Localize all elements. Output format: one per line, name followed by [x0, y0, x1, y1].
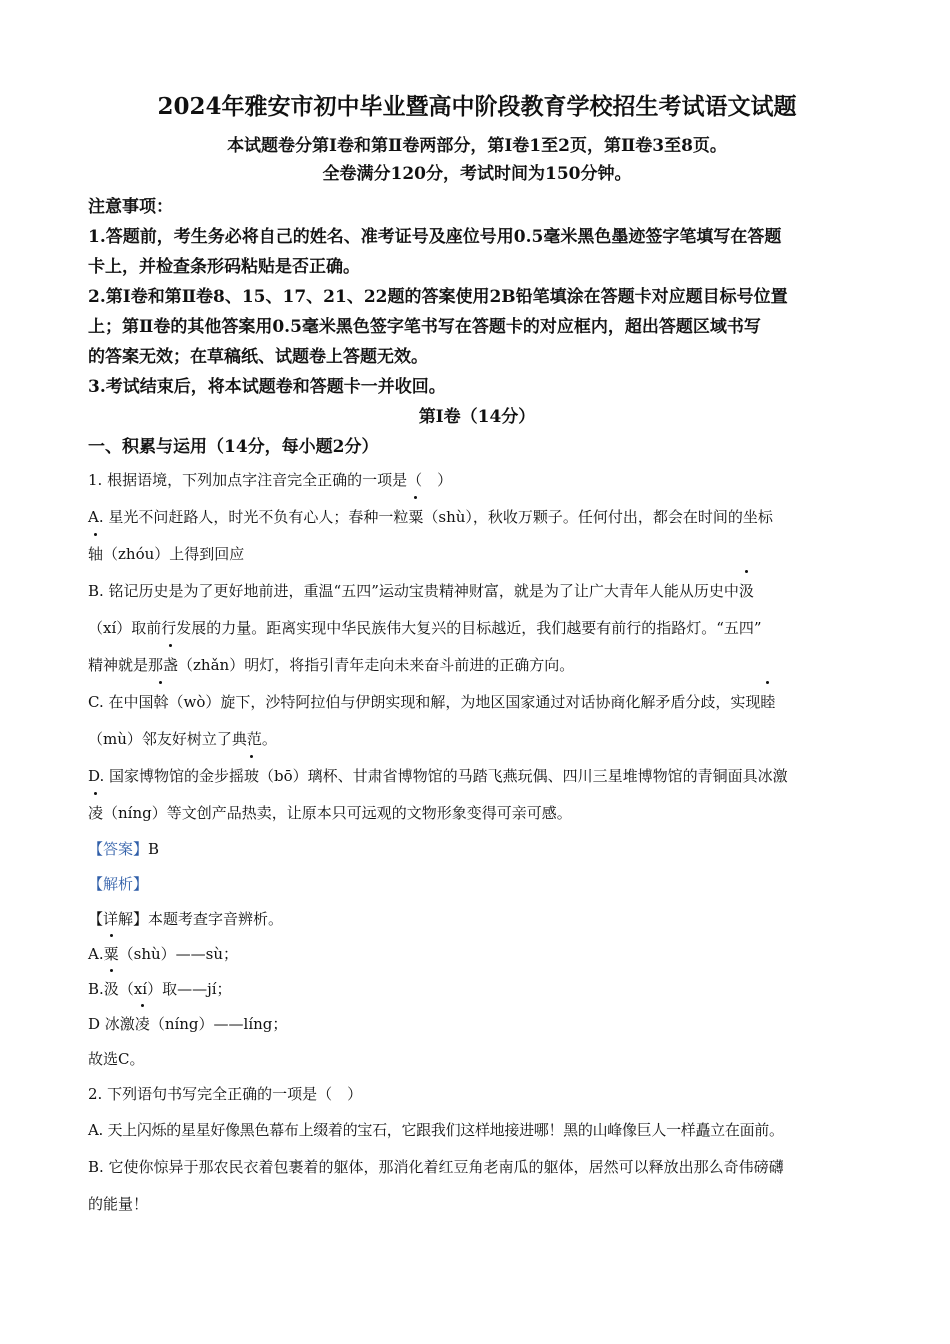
- answer-value: B: [148, 840, 160, 858]
- option-d-text: （níng）等文创产品热卖，让原本只可远观的文物形象变得可亲可感。: [103, 804, 572, 822]
- q2-option-a: A. 天上闪烁的星星好像黑色幕布上缀着的宝石，它跟我们这样地接进哪！黑的山峰像巨人一样矗立在面前。: [88, 1121, 784, 1139]
- option-d-line-1: [88, 758, 866, 795]
- dotted-char: 凌: [135, 1007, 150, 1042]
- dotted-char: 轴: [88, 536, 103, 573]
- dotted-char: 汲: [104, 972, 119, 1007]
- detail-line: 【详解】本题考查字音辨析。: [88, 910, 284, 928]
- dotted-char: 睦: [760, 684, 775, 721]
- notice-line: 3.考试结束后，将本试题卷和答题卡一并收回。: [88, 377, 446, 397]
- question-2: [88, 1077, 866, 1223]
- notice-block: [88, 192, 866, 402]
- conclusion-line: 故选C。: [88, 1050, 145, 1068]
- explain-text: （shù）——sù；: [118, 945, 239, 963]
- dotted-char: 粟: [104, 937, 119, 972]
- explain-a: [88, 937, 866, 972]
- question-1-stem: 1. 根据语境，下列加点字注音完全正确的一项是（ ）: [88, 471, 453, 489]
- q2-option-b-line-1: B. 它使你惊异于那农民衣着包裹着的躯体，那消化着红豆角老南瓜的躯体，居然可以释放出那么奇伟磅礴: [88, 1158, 784, 1176]
- part-one-title: 第Ⅰ卷（14分）: [418, 407, 536, 427]
- option-c-line-2: （mù）邻友好树立了典范。: [88, 730, 277, 748]
- option-a-line-1: [88, 499, 866, 536]
- option-a-text: A. 星光不问赶路人，时光不负有心人；春种一粒: [88, 508, 409, 526]
- exam-subtitle-pages: 本试题卷分第Ⅰ卷和第Ⅱ卷两部分，第Ⅰ卷1至2页，第Ⅱ卷3至8页。: [227, 136, 727, 156]
- dotted-char: 斡: [153, 684, 168, 721]
- notice-line: 2.第Ⅰ卷和第Ⅱ卷8、15、17、21、22题的答案使用2B铅笔填涂在答题卡对应题目标号位置: [88, 287, 788, 307]
- explain-text: A.: [88, 945, 104, 963]
- question-2-stem: 2. 下列语句书写完全正确的一项是（ ）: [88, 1085, 363, 1103]
- answer-tag: 【答案】: [88, 840, 149, 858]
- dotted-char: 玻: [244, 758, 259, 795]
- notice-heading: 注意事项：: [88, 197, 173, 217]
- exam-title: 2024年雅安市初中毕业暨高中阶段教育学校招生考试语文试题: [157, 93, 797, 120]
- option-c-line-1: [88, 684, 866, 721]
- analysis-tag: 【解析】: [88, 875, 149, 893]
- option-b-line-2: （xí）取前行发展的力量。距离实现中华民族伟大复兴的目标越近，我们越要有前行的指路灯。“五四”: [88, 619, 762, 637]
- dotted-char: 凌: [88, 795, 103, 832]
- option-b-text: 精神就是那: [88, 656, 164, 674]
- explain-text: （níng）——líng；: [149, 1015, 288, 1033]
- explain-b: [88, 972, 866, 1007]
- option-a-text: （shù），秋收万颗子。任何付出，都会在时间的坐标: [423, 508, 773, 526]
- option-b-line-3: [88, 647, 866, 684]
- exam-subtitle-score: 全卷满分120分，考试时间为150分钟。: [322, 164, 632, 184]
- answer-line: [88, 832, 866, 867]
- option-d-text: D. 国家博物馆的金步摇: [88, 767, 245, 785]
- option-d-text: （bō）璃杯、甘肃省博物馆的马踏飞燕玩偶、四川三星堆博物馆的青铜面具冰激: [259, 767, 788, 785]
- option-b-text: （zhǎn）明灯，将指引青年走向未来奋斗前进的正确方向。: [178, 656, 575, 674]
- option-b-text: B. 铭记历史是为了更好地前进，重温“五四”运动宝贵精神财富，就是为了让广大青年人能从历史中: [88, 582, 739, 600]
- explain-text: B.: [88, 980, 104, 998]
- option-a-text: （zhóu）上得到回应: [103, 545, 245, 563]
- explain-text: （xí）取——jí；: [118, 980, 232, 998]
- dotted-char: 盏: [163, 647, 178, 684]
- notice-line: 的答案无效；在草稿纸、试题卷上答题无效。: [88, 347, 428, 367]
- notice-line: 1.答题前，考生务必将自己的姓名、准考证号及座位号用0.5毫米黑色墨迹签字笔填写在答题: [88, 227, 782, 247]
- q2-option-b-line-2: 的能量！: [88, 1195, 149, 1213]
- notice-line: 上；第Ⅱ卷的其他答案用0.5毫米黑色签字笔书写在答题卡的对应框内，超出答题区域书写: [88, 317, 761, 337]
- option-d-line-2: [88, 795, 866, 832]
- section-one-title: 一、积累与运用（14分，每小题2分）: [88, 437, 379, 457]
- explain-text: D 冰激: [88, 1015, 135, 1033]
- option-b-line-1: [88, 573, 866, 610]
- option-c-text: （wò）旋下，沙特阿拉伯与伊朗实现和解，为地区国家通过对话协商化解矛盾分歧，实现: [168, 693, 761, 711]
- dotted-char: 汲: [739, 573, 754, 610]
- explain-d: [88, 1007, 866, 1042]
- option-a-line-2: [88, 536, 866, 573]
- question-1: [88, 462, 866, 1077]
- option-c-text: C. 在中国: [88, 693, 154, 711]
- notice-line: 卡上，并检查条形码粘贴是否正确。: [88, 257, 360, 277]
- dotted-char: 粟: [408, 499, 423, 536]
